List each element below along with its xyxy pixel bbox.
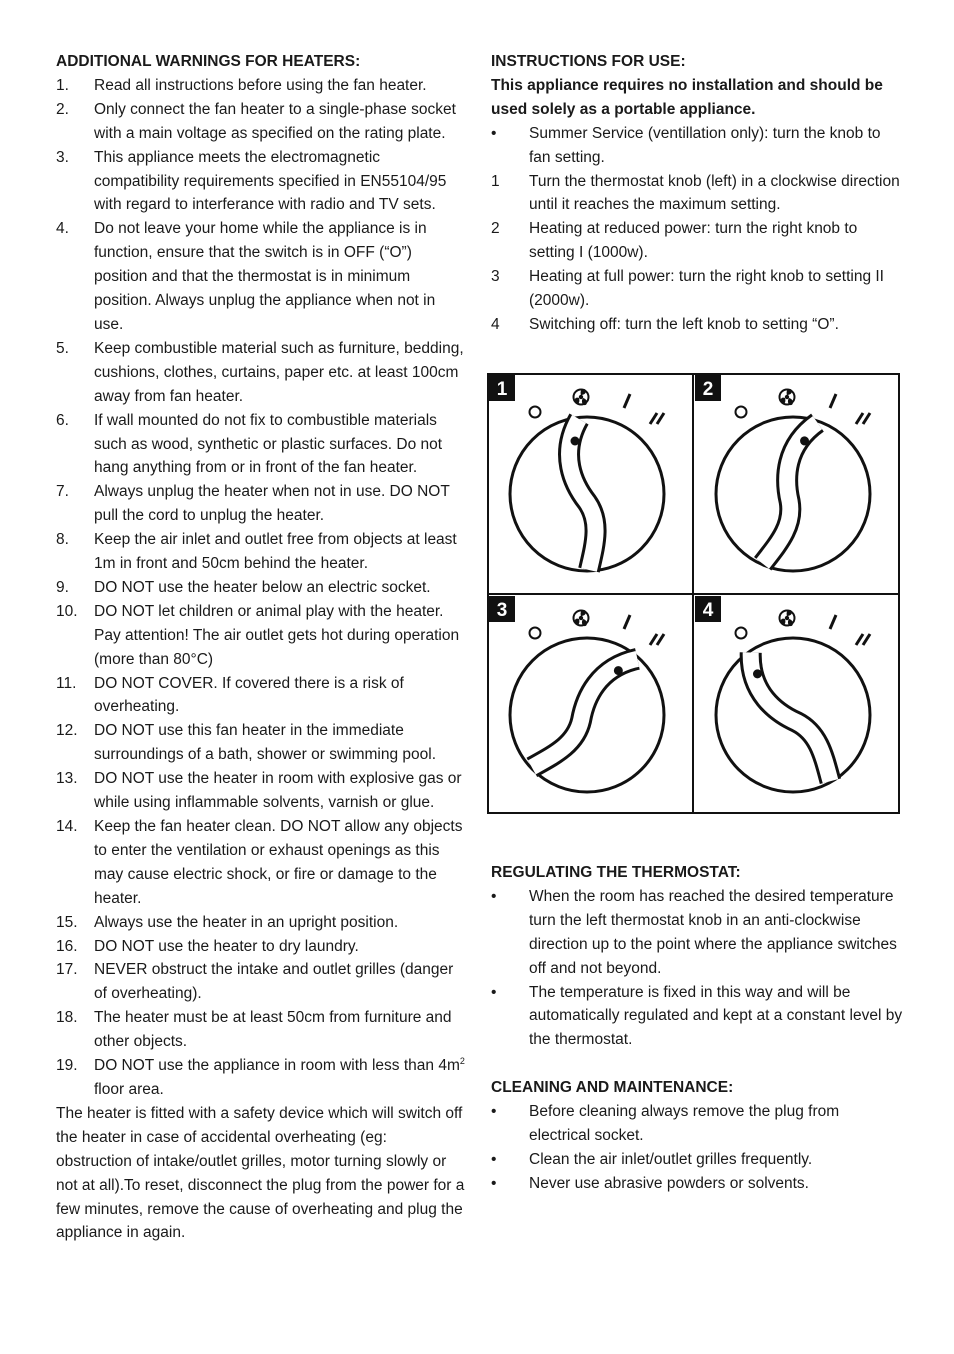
item-text: The heater must be at least 50cm from furniture and other objects. [94, 1009, 452, 1051]
instructions-section [491, 50, 903, 337]
item-text: When the room has reached the desired temperature turn the left thermostat knob in an anti-clockwise direction up to the point where the appliance switches off and not beyond. [529, 887, 897, 977]
list-item [56, 409, 466, 481]
list-item [491, 1172, 903, 1196]
item-text-end: floor area. [94, 1080, 164, 1098]
item-text: Before cleaning always remove the plug from electrical socket. [529, 1103, 840, 1145]
list-item [56, 217, 466, 337]
item-text: This appliance meets the electromagnetic compatibility requirements specified in EN55104/95 with regard to interferance with radio and TV sets. [94, 148, 447, 214]
list-item [56, 528, 466, 576]
knob-dot [571, 437, 580, 446]
list-item [56, 98, 466, 146]
item-text: Do not leave your home while the appliance is in function, ensure that the switch is in OFF (“O”) position and that the thermostat is in minimum position. Always unplug the appliance when not in use. [94, 220, 436, 333]
list-item [491, 170, 903, 218]
item-text: Only connect the fan heater to a single-phase socket with a main voltage as specified on the rating plate. [94, 100, 456, 142]
item-text: DO NOT use the heater below an electric socket. [94, 578, 431, 596]
item-text: Keep combustible material such as furniture, bedding, cushions, clothes, curtains, paper etc. at least 100cm away from fan heater. [94, 339, 464, 405]
list-item [491, 217, 903, 265]
item-marker: • [491, 1174, 497, 1192]
item-number: 5. [56, 339, 69, 357]
panel-number: 2 [702, 379, 714, 400]
item-text: Never use abrasive powders or solvents. [529, 1174, 809, 1192]
item-text: Switching off: turn the left knob to setting “O”. [529, 315, 839, 333]
item-number: 15. [56, 913, 78, 931]
list-item [56, 672, 466, 720]
item-text: Read all instructions before using the fan heater. [94, 76, 427, 94]
warnings-list [56, 74, 466, 1102]
item-text: Turn the thermostat knob (left) in a clockwise direction until it reaches the maximum setting. [529, 172, 900, 214]
instructions-heading: INSTRUCTIONS FOR USE: [491, 53, 686, 70]
item-text: Summer Service (ventillation only): turn the knob to fan setting. [529, 124, 881, 166]
list-item [491, 1100, 903, 1148]
left-column [56, 50, 466, 1245]
superscript: 2 [459, 1055, 465, 1066]
item-number: 9. [56, 578, 69, 596]
item-text: DO NOT use the heater in room with explosive gas or while using inflammable solvents, varnish or glue. [94, 770, 462, 812]
item-marker: 1 [491, 172, 500, 190]
item-marker: • [491, 983, 497, 1001]
list-item [56, 337, 466, 409]
item-number: 8. [56, 531, 69, 549]
knob-settings-figure [487, 373, 900, 814]
list-item [491, 122, 903, 170]
list-item [491, 313, 903, 337]
list-item [56, 1006, 466, 1054]
thermostat-heading: REGULATING THE THERMOSTAT: [491, 864, 741, 881]
list-item [56, 600, 466, 672]
panel-number: 3 [496, 600, 508, 621]
instructions-list [491, 122, 903, 337]
warnings-heading: ADDITIONAL WARNINGS FOR HEATERS: [56, 53, 361, 70]
list-item [56, 958, 466, 1006]
item-number: 1. [56, 76, 69, 94]
cleaning-heading: CLEANING AND MAINTENANCE: [491, 1079, 734, 1097]
item-marker: 4 [491, 315, 500, 333]
item-number: 13. [56, 770, 78, 788]
list-item [56, 767, 466, 815]
item-number: 6. [56, 411, 69, 429]
list-item [56, 576, 466, 600]
item-text: DO NOT use the appliance in room with less than 4m [94, 1057, 460, 1075]
item-text: DO NOT use this fan heater in the immediate surroundings of a bath, shower or swimming pool. [94, 722, 437, 764]
item-text: Always use the heater in an upright position. [94, 913, 399, 931]
thermostat-list [491, 885, 903, 1052]
item-marker: • [491, 1103, 497, 1121]
list-item [491, 265, 903, 313]
item-number: 7. [56, 483, 69, 501]
item-marker: • [491, 887, 497, 905]
item-text: DO NOT let children or animal play with the heater. Pay attention! The air outlet gets hot during operation (more than 80°C) [94, 602, 460, 668]
instructions-note: This appliance requires no installation and should be used solely as a portable appliance. [491, 76, 883, 118]
item-text: NEVER obstruct the intake and outlet grilles (danger of overheating). [94, 961, 454, 1003]
maintenance-section [491, 861, 903, 1196]
item-text: Heating at full power: turn the right knob to setting II (2000w). [529, 268, 884, 310]
item-number: 19. [56, 1057, 78, 1075]
list-item [56, 719, 466, 767]
list-item [56, 74, 466, 98]
item-number: 14. [56, 818, 78, 835]
list-item [56, 911, 466, 935]
item-text: Always unplug the heater when not in use. DO NOT pull the cord to unplug the heater. [94, 483, 450, 525]
item-number: 17. [56, 961, 78, 979]
item-text: Keep the air inlet and outlet free from objects at least 1m in front and 50cm behind the heater. [94, 531, 457, 573]
item-number: 12. [56, 722, 78, 740]
item-text: If wall mounted do not fix to combustible materials such as wood, synthetic or plastic surfaces. Do not hang anything from or in front of the fan heater. [94, 411, 443, 477]
item-marker: 3 [491, 268, 500, 286]
safety-device-paragraph: The heater is fitted with a safety device which will switch off the heater in case of accidental overheating (eg: obstruction of intake/outlet grilles, motor turning slowly or not at all).To reset, disconnect the plug from the power for a few minutes, remove the cause of overheating and plug the appliance in again. [56, 1104, 465, 1242]
panel-number: 4 [702, 600, 714, 621]
item-text: The temperature is fixed in this way and will be automatically regulated and kept at a constant level by the thermostat. [529, 983, 903, 1049]
list-item [56, 146, 466, 218]
list-item [56, 935, 466, 959]
item-text: DO NOT COVER. If covered there is a risk of overheating. [94, 674, 404, 716]
item-number: 3. [56, 148, 69, 166]
list-item [491, 981, 903, 1053]
cleaning-list [491, 1100, 903, 1196]
item-number: 11. [56, 674, 77, 692]
panel-number: 1 [496, 379, 508, 400]
item-number: 2. [56, 100, 69, 118]
item-marker: • [491, 1150, 497, 1168]
item-marker: 2 [491, 220, 500, 238]
item-text: Clean the air inlet/outlet grilles frequently. [529, 1150, 813, 1168]
list-item [491, 885, 903, 981]
item-number: 18. [56, 1009, 78, 1027]
list-item [56, 815, 466, 911]
item-text: Keep the fan heater clean. DO NOT allow any objects to enter the ventilation or exhaust openings as this may cause electric shock, or fire or damage to the heater. [94, 818, 463, 907]
item-number: 10. [56, 602, 78, 620]
item-number: 16. [56, 937, 78, 955]
item-text: Heating at reduced power: turn the right knob to setting I (1000w). [529, 220, 858, 262]
item-marker: • [491, 124, 497, 142]
list-item [56, 480, 466, 528]
item-number: 4. [56, 220, 69, 238]
item-text: DO NOT use the heater to dry laundry. [94, 937, 359, 955]
list-item [491, 1148, 903, 1172]
list-item [56, 1054, 466, 1102]
